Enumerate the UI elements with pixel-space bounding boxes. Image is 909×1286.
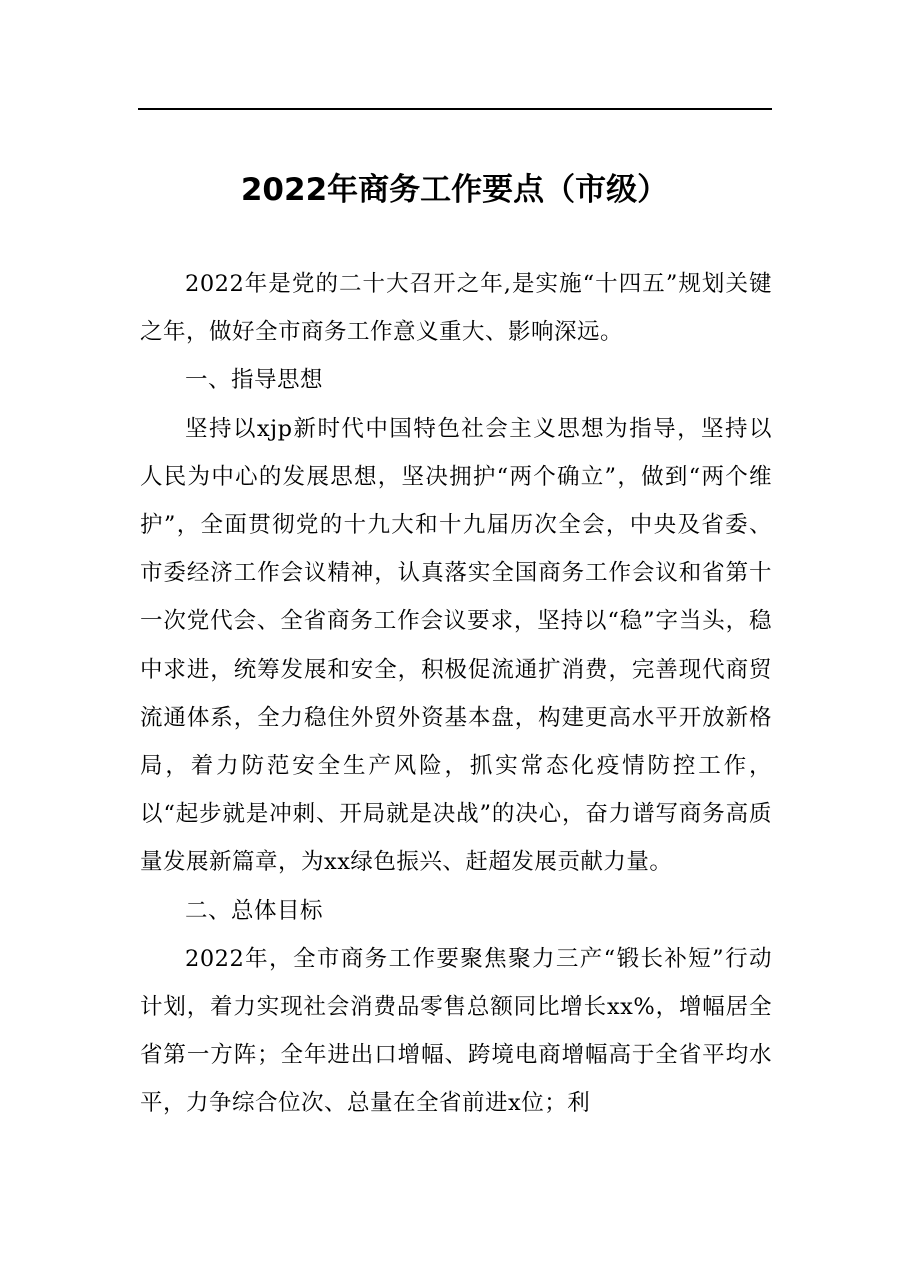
document-title: 2022年商务工作要点（市级）	[240, 172, 669, 208]
overall-goals-paragraph: 2022年，全市商务工作要聚焦聚力三产“锻长补短”行动计划，着力实现社会消费品零售总额同比增长xx%，增幅居全省第一方阵；全年进出口增幅、跨境电商增幅高于全省平均水平，力争综合位次、总量在全省前进x位；利	[140, 945, 772, 1117]
guiding-ideology-paragraph: 坚持以xjp新时代中国特色社会主义思想为指导，坚持以人民为中心的发展思想，坚决拥护“两个确立”，做到“两个维护”，全面贯彻党的十九大和十九届历次全会，中央及省委、市委经济工作会议精神，认真落实全国商务工作会议和省第十一次党代会、全省商务工作会议要求，坚持以“稳”字当头，稳中求进，统筹发展和安全，积极促流通扩消费，完善现代商贸流通体系，全力稳住外贸外资基本盘，构建更高水平开放新格局，着力防范安全生产风险，抓实常态化疫情防控工作，以“起步就是冲刺、开局就是决战”的决心，奋力谱写商务高质量发展新篇章，为xx绿色振兴、赶超发展贡献力量。	[140, 415, 772, 876]
header-rule	[138, 108, 772, 110]
section-heading-overall-goals: 二、总体目标	[185, 897, 324, 924]
document-body	[140, 260, 772, 1128]
intro-paragraph: 2022年是党的二十大召开之年,是实施“十四五”规划关键之年，做好全市商务工作意义重大、影响深远。	[140, 271, 772, 346]
section-heading-guiding-ideology: 一、指导思想	[185, 367, 324, 394]
